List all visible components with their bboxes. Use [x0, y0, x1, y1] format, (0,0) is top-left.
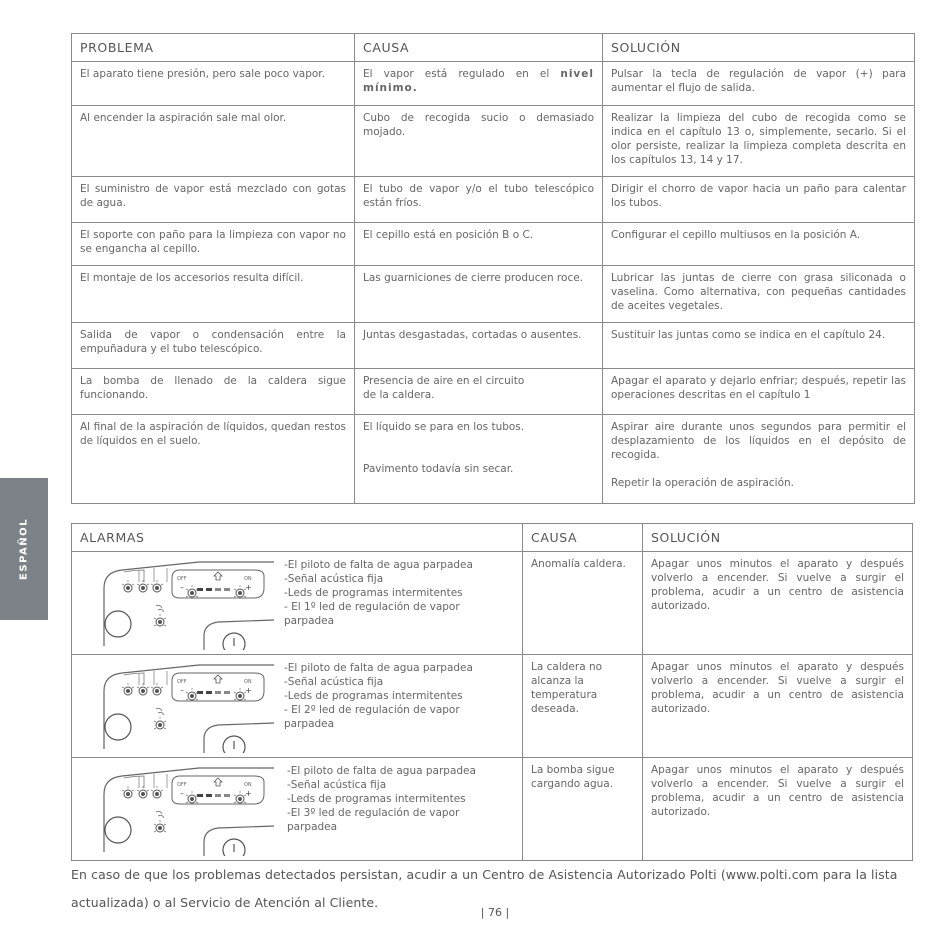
table-row [72, 655, 913, 758]
alarm-cell [72, 655, 523, 758]
header-solucion: SOLUCIÓN [603, 34, 915, 62]
table-row [72, 369, 915, 415]
solution-cell: Apagar unos minutos el aparato y después volverlo a encender. Si vuelve a surgir el problema, acudir a un centro de asistencia autorizado. [643, 655, 913, 758]
table-row [72, 106, 915, 177]
footer-note: En caso de que los problemas detectados persistan, acudir a un Centro de Asistencia Autorizado Polti (www.polti.com para la lista actualizada) o al Servicio de Atención al Cliente. [71, 867, 898, 910]
alarm-description: -El piloto de falta de agua parpadea -Señal acústica fija -Leds de programas intermitentes - El 1º led de regulación de vapor parpadea [284, 559, 473, 627]
table-row [72, 62, 915, 106]
page-number: | 76 | [480, 906, 510, 919]
problems-table [71, 33, 915, 504]
problem-cell: Salida de vapor o condensación entre la empuñadura y el tubo telescópico. [72, 323, 355, 369]
problem-cell: El aparato tiene presión, pero sale poco vapor. [72, 62, 355, 106]
alarm-cell [72, 552, 523, 655]
problem-cell: El montaje de los accesorios resulta difícil. [72, 266, 355, 323]
control-panel-illustration [94, 661, 284, 753]
cause-cell: El líquido se para en los tubos. Pavimento todavía sin secar. [355, 415, 603, 504]
cause-emphasis: nivel mínimo. [363, 68, 594, 94]
control-panel-illustration [94, 558, 284, 650]
solution-cell: Lubricar las juntas de cierre con grasa siliconada o vaselina. Como alternativa, con pequeñas cantidades de aceites vegetales. [603, 266, 915, 323]
table-row [72, 552, 913, 655]
cause-cell: El tubo de vapor y/o el tubo telescópico están fríos. [355, 177, 603, 223]
table-row [72, 266, 915, 323]
problem-cell: El soporte con paño para la limpieza con vapor no se engancha al cepillo. [72, 223, 355, 266]
cause-cell: Juntas desgastadas, cortadas o ausentes. [355, 323, 603, 369]
solution-cell: Apagar el aparato y dejarlo enfriar; después, repetir las operaciones descritas en el capítulo 1 [603, 369, 915, 415]
alarms-header-row [72, 524, 913, 552]
cause-cell: Las guarniciones de cierre producen roce. [355, 266, 603, 323]
table-row [72, 177, 915, 223]
solution-cell: Apagar unos minutos el aparato y después volverlo a encender. Si vuelve a surgir el problema, acudir a un centro de asistencia autorizado. [643, 758, 913, 861]
solution-cell: Realizar la limpieza del cubo de recogida como se indica en el capítulo 13 o, simplemente, secarlo. Si el olor persiste, realizar la limpieza completa descrita en los capítulos 13, 14 y 17. [603, 106, 915, 177]
header-alarmas: ALARMAS [72, 524, 523, 552]
header-causa: CAUSA [355, 34, 603, 62]
cause-cell: El vapor está regulado en el nivel mínimo. [355, 62, 603, 106]
alarm-description: -El piloto de falta de agua parpadea -Señal acústica fija -Leds de programas intermitentes - El 2º led de regulación de vapor parpadea [284, 662, 473, 730]
language-label: ESPAÑOL [18, 518, 30, 580]
problems-header-row [72, 34, 915, 62]
table-row [72, 758, 913, 861]
alarms-table [71, 523, 913, 861]
header-causa: CAUSA [523, 524, 643, 552]
problem-cell: Al final de la aspiración de líquidos, quedan restos de líquidos en el suelo. [72, 415, 355, 504]
header-problema: PROBLEMA [72, 34, 355, 62]
cause-cell: La bomba sigue cargando agua. [523, 758, 643, 861]
solution-cell: Pulsar la tecla de regulación de vapor (+) para aumentar el flujo de salida. [603, 62, 915, 106]
alarm-cell [72, 758, 523, 861]
problem-cell: Al encender la aspiración sale mal olor. [72, 106, 355, 177]
table-row [72, 323, 915, 369]
solution-cell: Dirigir el chorro de vapor hacia un paño para calentar los tubos. [603, 177, 915, 223]
language-side-tab [0, 478, 48, 620]
alarm-description: -El piloto de falta de agua parpadea -Señal acústica fija -Leds de programas intermitentes -El 3º led de regulación de vapor parpadea [287, 765, 476, 833]
problem-cell: La bomba de llenado de la caldera sigue funcionando. [72, 369, 355, 415]
cause-cell: El cepillo está en posición B o C. [355, 223, 603, 266]
solution-cell: Sustituir las juntas como se indica en el capítulo 24. [603, 323, 915, 369]
cause-cell: Presencia de aire en el circuito de la caldera. [355, 369, 603, 415]
cause-cell: La caldera no alcanza la temperatura deseada. [523, 655, 643, 758]
table-row [72, 415, 915, 504]
header-solucion: SOLUCIÓN [643, 524, 913, 552]
solution-cell: Configurar el cepillo multiusos en la posición A. [603, 223, 915, 266]
table-row [72, 223, 915, 266]
problem-cell: El suministro de vapor está mezclado con gotas de agua. [72, 177, 355, 223]
cause-cell: Anomalía caldera. [523, 552, 643, 655]
control-panel-illustration [94, 764, 284, 856]
cause-cell: Cubo de recogida sucio o demasiado mojado. [355, 106, 603, 177]
solution-cell: Apagar unos minutos el aparato y después volverlo a encender. Si vuelve a surgir el problema, acudir a un centro de asistencia autorizado. [643, 552, 913, 655]
solution-cell: Aspirar aire durante unos segundos para permitir el desplazamiento de los líquidos en el depósito de recogida. Repetir la operación de aspiración. [603, 415, 915, 504]
